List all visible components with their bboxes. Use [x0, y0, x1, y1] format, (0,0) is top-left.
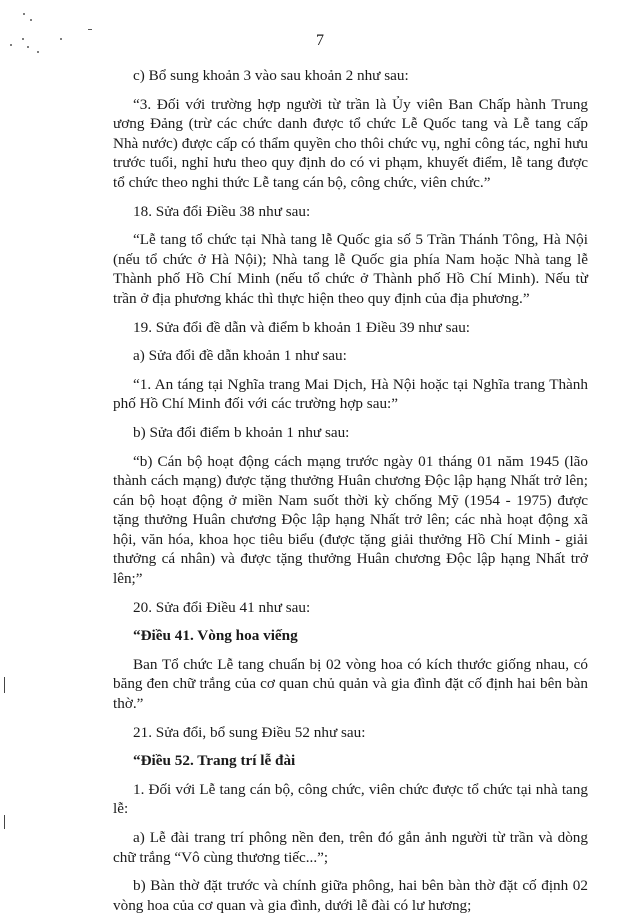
- paragraph-article-52-clause-1: 1. Đối với Lễ tang cán bộ, công chức, viên chức được tổ chức tại nhà tang lễ:: [113, 780, 588, 818]
- paragraph-point-b-text: “b) Cán bộ hoạt động cách mạng trước ngày 01 tháng 01 năm 1945 (lão thành cách mạng) được tặng thưởng Huân chương Độc lập hạng Nhất trở lên; cán bộ hoạt động ở miền Nam suốt thời kỳ chống Mỹ (1954 - 1975) được tặng thưởng Huân chương Độc lập hạng Nhất trở lên; các nhà hoạt động xã hội, văn hóa, khoa học tiêu biểu (được tặng giải thưởng Hồ Chí Minh - giải thưởng cá nhân) và được tặng thưởng Huân chương Độc lập hạng Nhất trở lên;”: [113, 452, 588, 588]
- paragraph-item-19: 19. Sửa đổi đề dẫn và điểm b khoản 1 Điều 39 như sau:: [133, 318, 471, 336]
- scan-margin-mark: [4, 815, 5, 829]
- paragraph-amend-a: a) Sửa đổi đề dẫn khoản 1 như sau:: [133, 347, 347, 365]
- scan-margin-mark: [4, 677, 5, 693]
- paragraph-item-20: 20. Sửa đổi Điều 41 như sau:: [133, 598, 311, 616]
- paragraph-item-21: 21. Sửa đổi, bổ sung Điều 52 như sau:: [133, 723, 366, 741]
- scan-speck: [30, 19, 32, 21]
- paragraph-clause-3: “3. Đối với trường hợp người từ trần là Ủy viên Ban Chấp hành Trung ương Đảng (trừ các chức danh được tổ chức Lễ Quốc tang và Lễ tang cấp Nhà nước) được cấp có thẩm quyền cho thôi chức vụ, nghỉ công tác, nghỉ hưu trước tuổi, nghỉ hưu theo quy định do có vi phạm, khuyết điểm, lễ tang được tổ chức theo nghi thức Lễ tang cán bộ, công chức, viên chức.”: [113, 95, 588, 191]
- paragraph-item-18: 18. Sửa đổi Điều 38 như sau:: [133, 202, 311, 220]
- page-number: 7: [316, 32, 324, 49]
- paragraph-article-52-point-a: a) Lễ đài trang trí phông nền đen, trên đó gắn ảnh người từ trần và dòng chữ trắng “Vô cùng thương tiếc...”;: [113, 829, 588, 866]
- paragraph-amend-c: c) Bổ sung khoản 3 vào sau khoản 2 như sau:: [133, 67, 409, 84]
- scan-speck: [37, 51, 39, 53]
- paragraph-article-38-text: “Lễ tang tổ chức tại Nhà tang lễ Quốc gia số 5 Trần Thánh Tông, Hà Nội (nếu tổ chức ở Hà Nội); Nhà tang lễ Quốc gia phía Nam hoặc Nhà tang lễ Thành phố Hồ Chí Minh (nếu tổ chức ở Thành phố Hồ Chí Minh). Nếu từ trần ở địa phương khác thì thực hiện theo quy định của địa phương.”: [113, 231, 588, 307]
- heading-article-52: “Điều 52. Trang trí lễ đài: [133, 752, 296, 770]
- heading-article-41: “Điều 41. Vòng hoa viếng: [133, 627, 298, 645]
- scan-speck: [88, 29, 92, 30]
- paragraph-clause-1-intro: “1. An táng tại Nghĩa trang Mai Dịch, Hà Nội hoặc tại Nghĩa trang Thành phố Hồ Chí Minh đối với các trường hợp sau:”: [113, 375, 588, 413]
- paragraph-amend-b: b) Sửa đổi điểm b khoản 1 như sau:: [133, 423, 350, 441]
- document-body: [113, 66, 588, 924]
- paragraph-article-52-point-b: b) Bàn thờ đặt trước và chính giữa phông, hai bên bàn thờ đặt cố định 02 vòng hoa của cơ quan và gia đình, dưới lễ đài có lư hương;: [113, 877, 588, 914]
- paragraph-article-41-text: Ban Tổ chức Lễ tang chuẩn bị 02 vòng hoa có kích thước giống nhau, có băng đen chữ trắng của cơ quan chủ quản và gia đình đặt cố định hai bên bàn thờ.”: [113, 655, 588, 713]
- scan-speck: [23, 13, 25, 15]
